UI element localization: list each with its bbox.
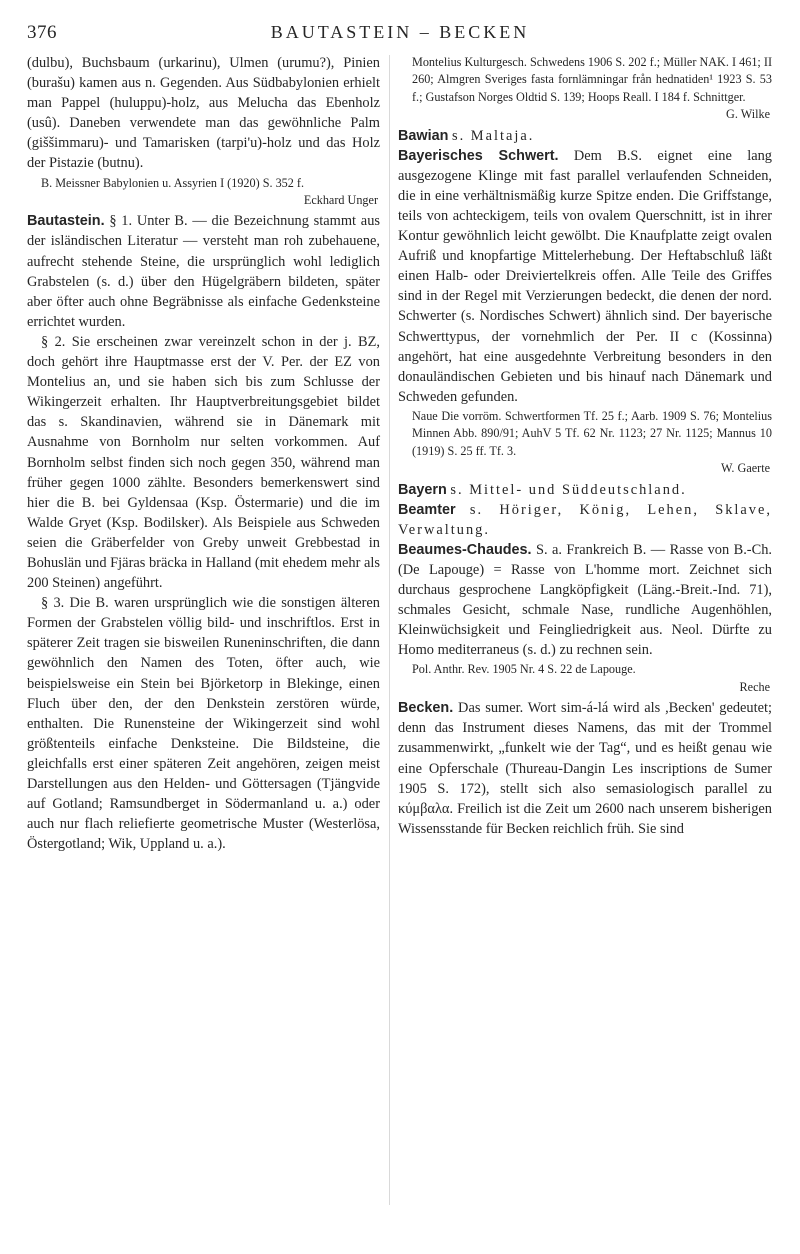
left-column [27, 53, 380, 854]
literature-montelius [398, 54, 772, 124]
entry-beaumes-chaudes [398, 540, 772, 661]
entry-bawian [398, 126, 772, 146]
lemma-bautastein: Bautastein. [27, 213, 105, 230]
literature-text: Montelius Kulturgesch. Schwedens 1906 S. 202 f.; Müller NAK. I 461; II 260; Almgren Sveriges fasta fornlämningar från hednatiden¹ 1923 S. 53 f.; Gustafson Norges Oldtid S. 139; Hoops Reall. I 184 f. Schnittger. [412, 55, 772, 104]
dulbu-paragraph: (dulbu), Buchsbaum (urkarinu), Ulmen (urumu?), Pinien (burašu) kamen aus n. Gegenden. Aus Südbabylonien erhielt man Pappel (huluppu)-holz, aus Melucha das Ebenholz (usû). Daneben verwendete man das gewöhnliche Palm (giššimmaru)- und Tamarisken (tarpi'u)-holz und das Holz der Pistazie (butnu). [27, 55, 380, 172]
lemma-beaumes-chaudes: Beaumes-Chaudes. [398, 541, 532, 558]
author-signature: G. Wilke [726, 107, 770, 122]
entry-bayern [398, 480, 772, 500]
literature-text: Pol. Anthr. Rev. 1905 Nr. 4 S. 22 de Lapouge. [412, 662, 636, 677]
entry-bayerisches-schwert [398, 146, 772, 407]
cross-reference: s. Höriger, König, Lehen, Sklave, Verwaltung. [398, 501, 772, 538]
page-number: 376 [27, 22, 57, 43]
literature-meissner [27, 175, 380, 210]
becken-text: Das sumer. Wort sim-á-lá wird als ,Becken' gedeutet; denn das Instrument dieses Namens, das mit der Trommel zusammenwirkt, „funkelt wie der Tag“, und es heißt genau wie eine Opferschale (Thureau-Dangin Les inscriptions de Sumer 1905 S. 172), stellt sich also semasiologisch parallel zu κύμβαλα. Freilich ist die Zeit um 2600 nach unserem bisherigen Wissensstande für Becken reichlich früh. Sie sind [398, 700, 772, 837]
lemma-becken: Becken. [398, 700, 454, 717]
author-signature: W. Gaerte [721, 461, 770, 476]
author-signature: Reche [739, 679, 770, 694]
author-signature: Eckhard Unger [303, 192, 378, 207]
literature-naue [398, 408, 772, 478]
column-divider [389, 55, 390, 1205]
entry-becken [398, 698, 772, 839]
cross-reference: s. Mittel- und Süddeutschland. [450, 481, 687, 498]
running-head: BAUTASTEIN – BECKEN [270, 22, 530, 42]
bautastein-section-1: § 1. Unter B. — die Bezeichnung stammt aus der isländischen Literatur — versteht man roh zubehauene, aufrecht stehende Steine, die ursprünglich wohl lediglich Grabstelen (s. d.) über den Hügelgräbern bildeten, später aber öfter auch ohne Begräbnisse als einfache Gedenksteine errichtet wurden. [27, 213, 380, 330]
lemma-bayerisches-schwert: Bayerisches Schwert. [398, 147, 559, 164]
page-header [0, 16, 800, 46]
entry-beamter [398, 500, 772, 540]
lemma-bayern: Bayern [398, 481, 447, 498]
literature-text: B. Meissner Babylonien u. Assyrien I (1920) S. 352 f. [41, 175, 305, 190]
beaumes-text: S. a. Frankreich B. — Rasse von B.-Ch. (De Lapouge) = Rasse von L'homme mort. Zeichnet sich durchaus gesprochene Langköpfigkeit (Läng.-Breit.-Ind. 71), schmales Gesicht, schmale Nase, rundliche Augenhöhlen, Kleinwüchsigkeit und Feingliedrigkeit aus. Neol. Dürfte zu Homo mediterraneus (s. d.) zu rechnen sein. [398, 541, 772, 659]
literature-lapouge [398, 661, 772, 696]
literature-text: Naue Die vorröm. Schwertformen Tf. 25 f.; Aarb. 1909 S. 76; Montelius Minnen Abb. 890/91; AuhV 5 Tf. 62 Nr. 1123; 27 Nr. 1125; Mannus 10 (1919) S. 25 ff. Tf. 3. [412, 408, 772, 458]
lemma-beamter: Beamter [398, 501, 456, 518]
cross-reference: s. Maltaja. [452, 127, 535, 144]
bautastein-section-3: § 3. Die B. waren ursprünglich wie die sonstigen älteren Formen der Grabstelen völlig bild- und inschriftlos. Erst in späterer Zeit tragen sie bisweilen Runeninschriften, die dann gewöhnlich den Namen des Toten, öfter auch, wie beispielsweise ein Stein bei Björketorp in Blekinge, einen Fluch über den, der den Denkstein zerstören würde, enthalten. Die Runensteine der Wikingerzeit sind wohl größtenteils einfache Denksteine. Die Bildsteine, die gleichfalls erst einer späteren Zeit angehören, zeigen meist Darstellungen aus den Helden- und Göttersagen (Tjängvide auf Gotland; Ramsundberget in Södermanland u. a.) oder auch nur flach reliefierte geometrische Muster (Westerlösa, Östergotland; Wik, Uppland u. a.). [27, 595, 380, 853]
right-column [398, 53, 772, 839]
bautastein-section-2: § 2. Sie erscheinen zwar vereinzelt schon in der j. BZ, doch gehört ihre Hauptmasse erst der V. Per. der EZ von Montelius an, und sie haben sich bis zum Schlusse der Wikingerzeit erhalten. Ihr Hauptverbreitungsgebiet bildet das s. Skandinavien, während sie in Dänemark mit Ausnahme von Bornholm nur selten vorkommen. Auf Bornholm selbst finden sich noch gegen 350, während man früher gegen 1000 zählte. Besonders bemerkenswert sind hier die B. bei Gyldensaa (Ksp. Östermarie) und die im Walde Gryet (Ksp. Bodilsker). Als Beispiele aus Schweden seien die Gräberfelder von Greby unweit Grebbestad in Bohuslän und Fjäras bräcka in Halland (mit ehedem mehr als 200 Steinen) angeführt. [27, 333, 380, 592]
schwert-text: Dem B.S. eignet eine lang ausgezogene Klinge mit fast parallel verlaufenden Schneiden, die in eine verhältnismäßig kurze Spitze enden. Die Griffstange, teils von achteckigem, teils von ovalem Querschnitt, ist in ihrer Kontur gewöhnlich leicht gewölbt. Die Knaufplatte zeigt ovalen Aufriß und knopfartige Mittelerhebung. Der Heftabschluß läßt einen Halb- oder Dreiviertelkreis offen. Alle Teile des Griffes sind in der Regel mit Verzierungen bedeckt, die denen der nord. Schwerter (s. Nordisches Schwert) ähnlich sind. Der bayerische Schwerttypus, der vornehmlich der Per. II c (Kossinna) angehört, hat eine ausgedehnte Verbreitung besonders in den donauländischen Gebieten und bis hinauf nach Dänemark und Schweden gefunden. [398, 147, 772, 405]
lemma-bawian: Bawian [398, 127, 449, 144]
entry-bautastein [27, 211, 380, 332]
